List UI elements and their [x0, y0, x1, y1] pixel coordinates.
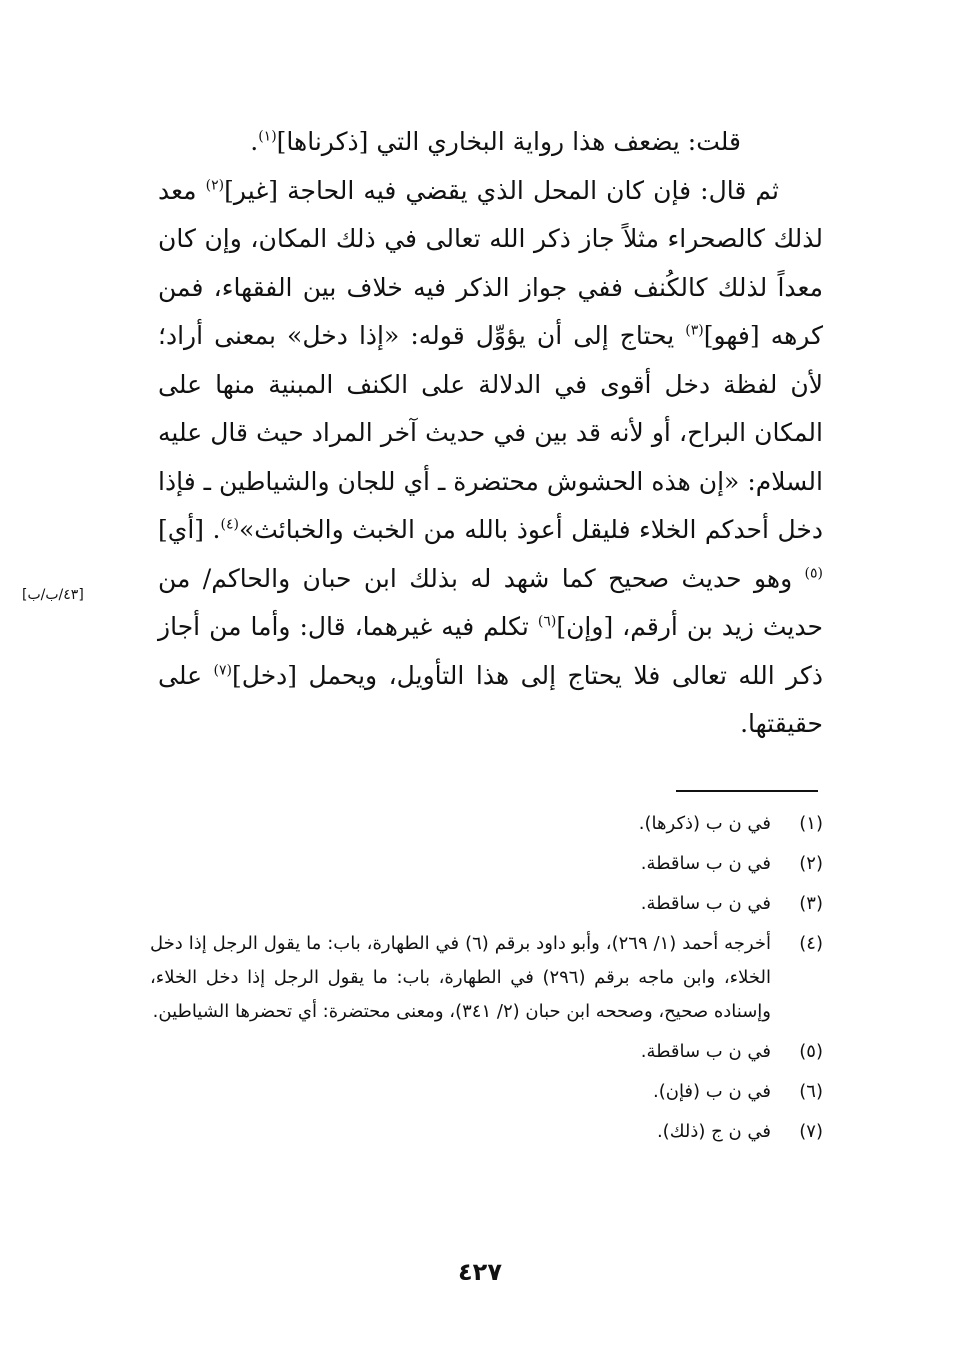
footnotes	[150, 807, 823, 1155]
footnote-ref-6[interactable]: (٦)	[537, 613, 557, 630]
footnote-item	[150, 887, 823, 921]
footnote-number: (٧)	[799, 1121, 823, 1142]
paragraph-1-text: قلت: يضعف هذا رواية البخاري التي [ذكرناها]	[276, 127, 741, 156]
footnote-text: في ن ج (ذلك).	[656, 1121, 771, 1142]
footnote-text: في ن ب ساقطة.	[640, 893, 771, 914]
footnote-number: (٤)	[799, 933, 823, 954]
footnote-item	[150, 1035, 823, 1069]
footnote-number: (٦)	[799, 1081, 823, 1102]
footnote-ref-4[interactable]: (٤)	[220, 516, 239, 533]
footnote-ref-1[interactable]: (١)	[258, 128, 277, 145]
footnote-ref-7[interactable]: (٧)	[213, 662, 233, 679]
paragraph-1	[158, 118, 823, 167]
footnote-ref-3[interactable]: (٣)	[685, 322, 704, 339]
main-text	[158, 118, 823, 749]
paragraph-2-part-f: تكلم فيه غيرهما، قال: وأما من أجاز ذكر الله تعالى فلا يحتاج إلى هذا التأويل، ويحمل [دخل]	[158, 612, 823, 690]
footnote-number: (١)	[799, 813, 823, 834]
paragraph-2-part-a: ثم قال: فإن كان المحل الذي يقضي فيه الحاجة [غير]	[224, 175, 779, 205]
footnote-text: في ن ب (فإن).	[652, 1081, 771, 1102]
footnote-item	[150, 847, 823, 881]
footnote-number: (٥)	[799, 1041, 823, 1062]
footnote-item	[150, 1075, 823, 1109]
footnote-ref-2[interactable]: (٢)	[205, 177, 225, 194]
footnote-number: (٢)	[799, 853, 823, 874]
page-number: ٤٢٧	[458, 1258, 502, 1286]
paragraph-2	[158, 167, 823, 749]
manuscript-folio-marker: [٤٣/ب/ب]	[22, 587, 84, 603]
footnote-ref-5[interactable]: (٥)	[804, 565, 823, 582]
footnote-text: في ن ب (ذكرها).	[638, 813, 771, 834]
footnote-item	[150, 807, 823, 841]
paragraph-2-part-b: معد لذلك كالصحراء مثلاً جاز ذكر الله تعالى في ذلك المكان، وإن كان معداً لذلك كالكُنف ففي جواز الذكر فيه خلاف بين الفقهاء، فمن كرهه [فهو]	[158, 175, 823, 350]
footnote-item	[150, 927, 823, 1029]
footnote-separator	[676, 790, 818, 792]
footnote-item	[150, 1115, 823, 1149]
paragraph-1-end: .	[250, 127, 259, 156]
paragraph-2-part-d: . [أي]	[158, 515, 221, 544]
paragraph-2-part-c: يحتاج إلى أن يؤوِّل قوله: «إذا دخل» بمعنى أراد؛ لأن لفظة دخل أقوى في الدلالة على الكنف المبنية منها على المكان البراح، أو لأنه قد بين في حديث آخر المراد حيث قال عليه السلام: «إن هذه الحشوش محتضرة ـ أي للجان والشياطين ـ فإذا دخل أحدكم الخلاء فليقل أعوذ بالله من الخبث والخبائث»	[158, 321, 823, 544]
footnote-text: في ن ب ساقطة.	[640, 853, 771, 874]
paragraph-2-part-g: على حقيقتها.	[158, 660, 823, 738]
footnote-text: أخرجه أحمد (١/ ٢٦٩)، وأبو داود برقم (٦) في الطهارة، باب: ما يقول الرجل إذا دخل الخلاء، وابن ماجه برقم (٢٩٦) في الطهارة، باب: ما يقول الرجل إذا دخل الخلاء، وإسناده صحيح، وصححه ابن حبان (٢/ ٣٤١)، ومعنى محتضرة: أي تحضرها الشياطين.	[150, 933, 771, 1022]
paragraph-2-part-e: وهو حديث صحيح كما شهد له بذلك ابن حبان والحاكم/ من حديث زيد بن أرقم، [وإن]	[158, 563, 823, 641]
footnote-number: (٣)	[799, 893, 823, 914]
footnote-text: في ن ب ساقطة.	[640, 1041, 771, 1062]
